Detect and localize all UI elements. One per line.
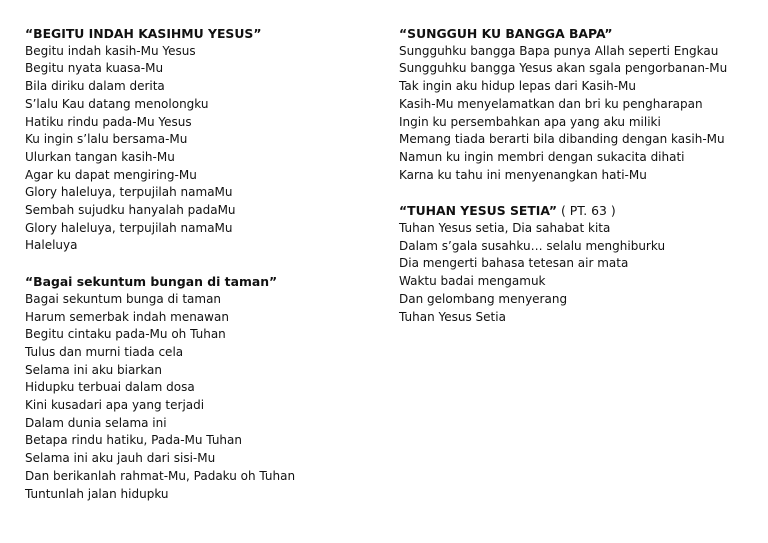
lyric-line: Dalam s’gala susahku… selalu menghiburku [399, 238, 666, 253]
song-title [399, 202, 759, 220]
song-tuhan-yesus-setia [399, 202, 759, 326]
song-title-text: “Bagai sekuntum bungan di taman” [25, 274, 278, 290]
left-column [25, 25, 380, 503]
lyric-line: Begitu nyata kuasa-Mu [25, 61, 164, 76]
song-title-text: “TUHAN YESUS SETIA” [399, 203, 558, 219]
song-reference: ( PT. 63 ) [557, 203, 616, 219]
song-title [25, 25, 380, 43]
song-title-text: “BEGITU INDAH KASIHMU YESUS” [25, 26, 262, 41]
lyric-line: Dalam dunia selama ini [25, 415, 167, 430]
lyric-line: Begitu indah kasih-Mu Yesus [25, 43, 196, 58]
song-begitu-indah-kasihmu-yesus [25, 25, 380, 255]
lyric-line: Bagai sekuntum bunga di taman [25, 291, 222, 306]
lyric-line: Dia mengerti bahasa tetesan air mata [399, 256, 629, 271]
lyric-line: Hidupku terbuai dalam dosa [25, 380, 195, 395]
song-sungguh-ku-bangga-bapa [399, 25, 759, 184]
right-column [399, 25, 759, 326]
lyric-line: Sungguhku bangga Yesus akan sgala pengorbanan-Mu [399, 61, 728, 76]
lyric-line: Tak ingin aku hidup lepas dari Kasih-Mu [399, 79, 637, 94]
lyric-line: Betapa rindu hatiku, Pada-Mu Tuhan [25, 433, 242, 448]
lyric-line: Hatiku rindu pada-Mu Yesus [25, 114, 192, 129]
lyric-line: Selama ini aku jauh dari sisi-Mu [25, 451, 216, 466]
song-bagai-sekuntum-bungan-di-taman [25, 273, 380, 503]
lyric-line: Tulus dan murni tiada cela [25, 344, 184, 359]
lyric-line: Agar ku dapat mengiring-Mu [25, 167, 197, 182]
lyric-line: Begitu cintaku pada-Mu oh Tuhan [25, 327, 226, 342]
lyric-line: Glory haleluya, terpujilah namaMu [25, 220, 233, 235]
lyric-line: Bila diriku dalam derita [25, 79, 165, 94]
lyric-line: Namun ku ingin membri dengan sukacita dihati [399, 149, 685, 164]
lyric-line: Ingin ku persembahkan apa yang aku miliki [399, 114, 661, 129]
song-title [399, 25, 759, 43]
lyric-line: Karna ku tahu ini menyenangkan hati-Mu [399, 167, 647, 182]
lyric-line: Tuhan Yesus Setia [399, 309, 506, 324]
lyric-line: Dan berikanlah rahmat-Mu, Padaku oh Tuhan [25, 468, 296, 483]
lyric-line: Sungguhku bangga Bapa punya Allah seperti Engkau [399, 43, 719, 58]
lyric-line: Ku ingin s’lalu bersama-Mu [25, 132, 188, 147]
lyric-line: Harum semerbak indah menawan [25, 309, 229, 324]
lyric-line: Sembah sujudku hanyalah padaMu [25, 203, 236, 218]
lyric-line: Haleluya [25, 238, 78, 253]
lyric-line: Tuhan Yesus setia, Dia sahabat kita [399, 221, 611, 236]
song-title [25, 273, 380, 291]
lyric-line: Kasih-Mu menyelamatkan dan bri ku pengharapan [399, 96, 703, 111]
lyric-line: Memang tiada berarti bila dibanding dengan kasih-Mu [399, 132, 725, 147]
lyric-line: Tuntunlah jalan hidupku [25, 486, 169, 501]
lyric-line: Kini kusadari apa yang terjadi [25, 398, 205, 413]
lyric-line: S’lalu Kau datang menolongku [25, 96, 209, 111]
lyric-line: Selama ini aku biarkan [25, 362, 162, 377]
lyric-line: Dan gelombang menyerang [399, 291, 568, 306]
lyric-line: Glory haleluya, terpujilah namaMu [25, 185, 233, 200]
lyric-line: Ulurkan tangan kasih-Mu [25, 149, 175, 164]
song-title-text: “SUNGGUH KU BANGGA BAPA” [399, 26, 613, 41]
lyric-line: Waktu badai mengamuk [399, 274, 546, 289]
